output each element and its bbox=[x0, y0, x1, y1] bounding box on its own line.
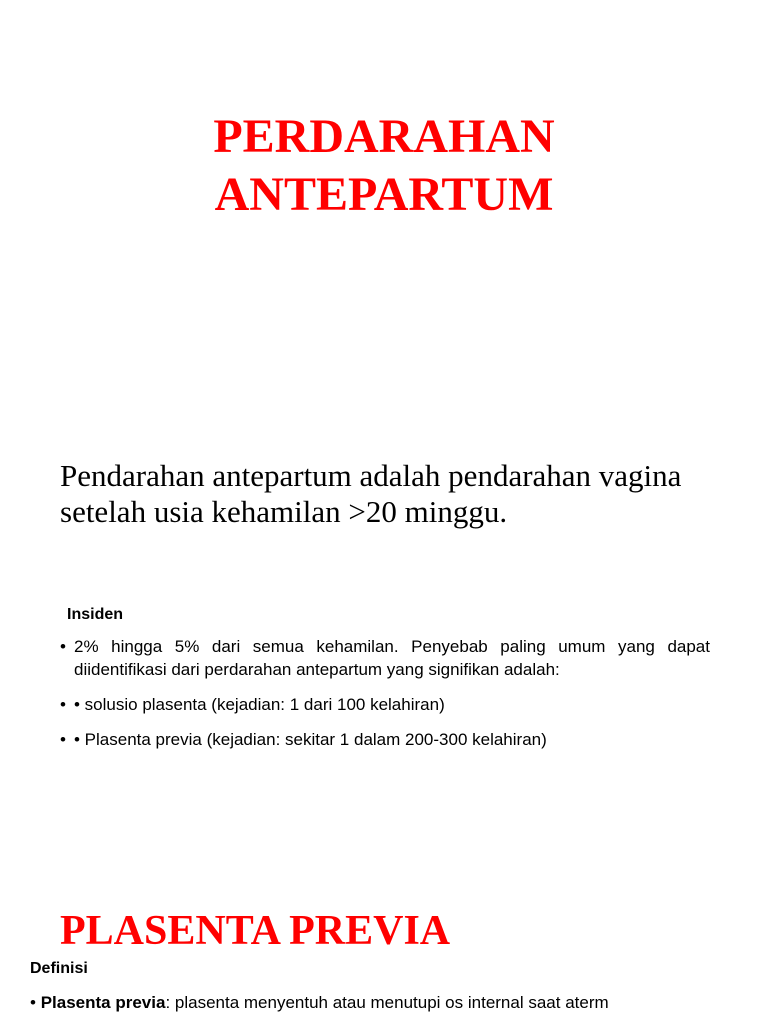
section-title: PLASENTA PREVIA bbox=[60, 908, 451, 954]
definisi-heading: Definisi bbox=[30, 960, 88, 977]
insiden-list bbox=[60, 635, 710, 763]
insiden-heading: Insiden bbox=[67, 606, 124, 623]
main-title-line-1: PERDARAHAN bbox=[213, 110, 555, 163]
slide-definition bbox=[0, 438, 768, 888]
bullet-icon: • bbox=[60, 637, 66, 656]
list-item bbox=[60, 635, 710, 681]
main-title-line-2: ANTEPARTUM bbox=[214, 168, 554, 221]
bullet-icon: • bbox=[30, 993, 36, 1012]
list-item bbox=[60, 728, 710, 751]
bullet-icon: • bbox=[60, 730, 66, 749]
slide-title bbox=[0, 0, 768, 438]
slide-plasenta-previa bbox=[0, 888, 768, 1024]
bullet-icon: • bbox=[60, 695, 66, 714]
list-item-text: • Plasenta previa (kejadian: sekitar 1 dalam 200-300 kelahiran) bbox=[74, 730, 547, 749]
definisi-text: : plasenta menyentuh atau menutupi os internal saat aterm bbox=[165, 993, 609, 1012]
definisi-term: Plasenta previa bbox=[40, 993, 166, 1012]
list-item-text: 2% hingga 5% dari semua kehamilan. Penyebab paling umum yang dapat diidentifikasi dari perdarahan antepartum yang signifikan adalah: bbox=[74, 637, 710, 679]
main-title bbox=[0, 108, 768, 224]
list-item-text: • solusio plasenta (kejadian: 1 dari 100 kelahiran) bbox=[74, 695, 445, 714]
definition-text: Pendarahan antepartum adalah pendarahan vagina setelah usia kehamilan >20 minggu. bbox=[60, 458, 682, 529]
definisi-item bbox=[30, 991, 760, 1014]
list-item bbox=[60, 693, 710, 716]
